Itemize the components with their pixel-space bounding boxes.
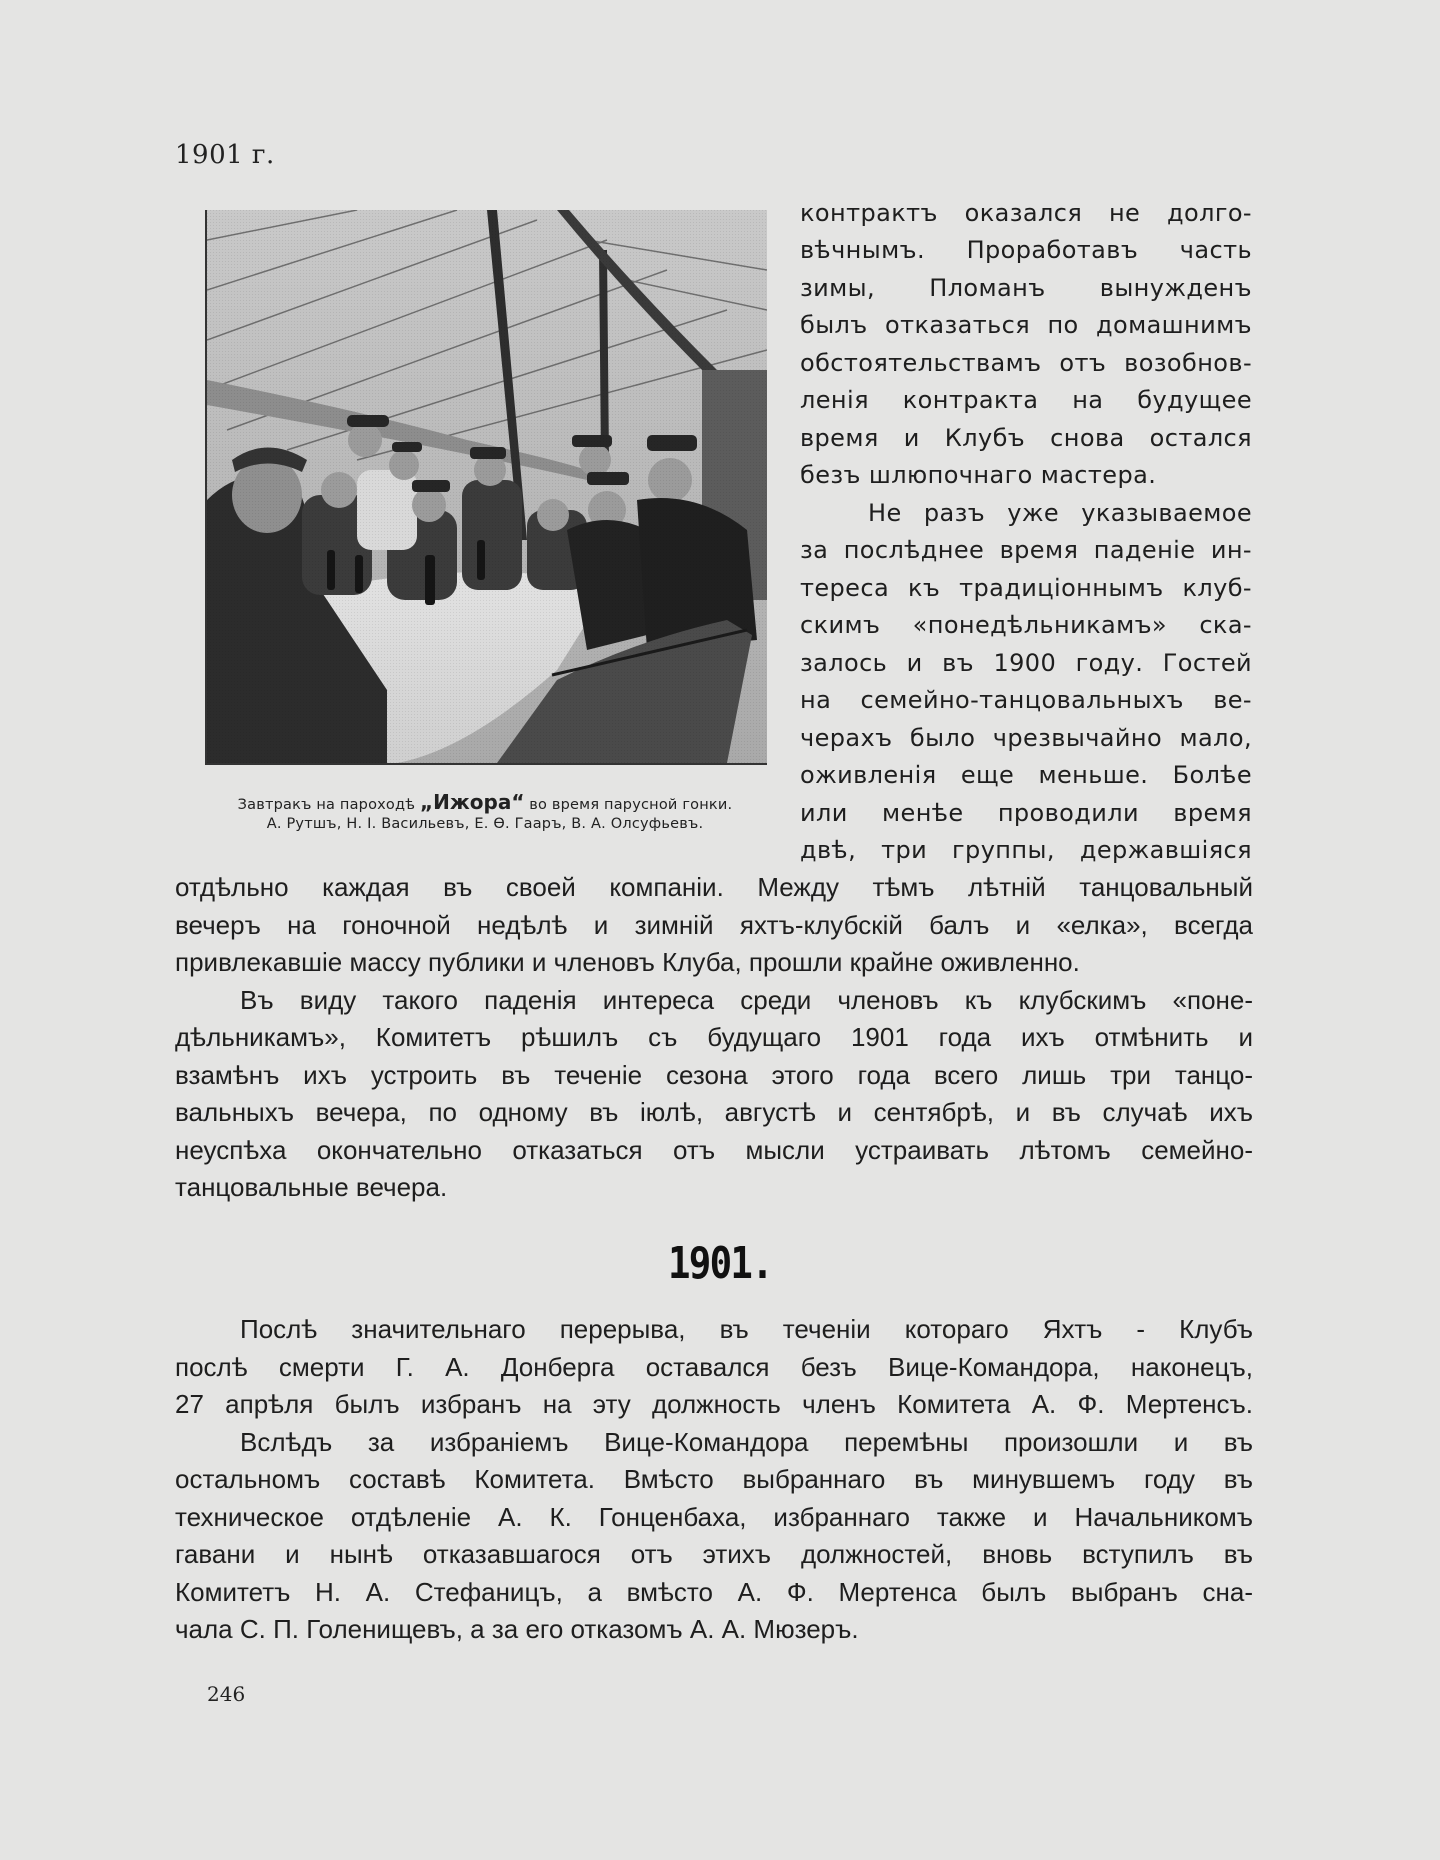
caption-text: Завтракъ на пароходѣ	[237, 797, 420, 813]
text-line: двѣ, три группы, державшіяся	[800, 836, 1252, 864]
text-line: безъ шлюпочнаго мастера.	[800, 461, 1157, 489]
page-number: 246	[207, 1682, 246, 1706]
text-line: послѣ смерти Г. А. Донберга оставался безъ Вице-Командора, наконецъ,	[175, 1352, 1253, 1382]
text-line: остальномъ составѣ Комитета. Вмѣсто выбраннаго въ минувшемъ году въ	[175, 1464, 1253, 1494]
text-line: на семейно-танцовальныхъ ве-	[800, 686, 1252, 714]
running-head: 1901 г.	[175, 140, 275, 170]
text-line: дѣльникамъ», Комитетъ рѣшилъ съ будущаго 1901 года ихъ отмѣнить и	[175, 1022, 1253, 1052]
text-line: Не разъ уже указываемое	[868, 499, 1252, 527]
photo-image	[207, 210, 767, 763]
text-line: неуспѣха окончательно отказаться отъ мысли устраивать лѣтомъ семейно-	[175, 1135, 1253, 1165]
text-line: былъ отказаться по домашнимъ	[800, 311, 1252, 339]
text-line: залось и въ 1900 году. Гостей	[800, 649, 1252, 677]
caption-ship-name: „Ижора“	[419, 790, 525, 814]
text-line: вечеръ на гоночной недѣлѣ и зимній яхтъ-клубскій балъ и «елка», всегда	[175, 910, 1253, 940]
text-line: или менѣе проводили время	[800, 799, 1252, 827]
text-line: вѣчнымъ. Проработавъ часть	[800, 236, 1252, 264]
text-line: обстоятельствамъ отъ возобнов-	[800, 349, 1252, 377]
text-line: вальныхъ вечера, по одному въ іюлѣ, августѣ и сентябрѣ, и въ случаѣ ихъ	[175, 1097, 1253, 1127]
text-line: гавани и нынѣ отказавшагося отъ этихъ должностей, вновь вступилъ въ	[175, 1539, 1253, 1569]
figure-caption-line-1	[180, 790, 790, 814]
text-line: оживленія еще меньше. Болѣе	[800, 761, 1252, 789]
paragraph-first-line: Вслѣдъ за избраніемъ Вице-Командора перемѣны произошли и въ	[240, 1427, 1253, 1457]
text-line: тереса къ традиціоннымъ клуб-	[800, 574, 1252, 602]
caption-text: во время парусной гонки.	[524, 797, 733, 813]
text-line: ленія контракта на будущее	[800, 386, 1252, 414]
text-line: техническое отдѣленіе А. К. Гонценбаха, избраннаго также и Начальникомъ	[175, 1502, 1253, 1532]
section-heading-year: 1901.	[667, 1238, 773, 1289]
text-line: черахъ было чрезвычайно мало,	[800, 724, 1252, 752]
paragraph-first-line: Въ виду такого паденія интереса среди членовъ къ клубскимъ «поне-	[240, 985, 1253, 1015]
text-line: зимы, Пломанъ вынужденъ	[800, 274, 1252, 302]
text-line: Комитетъ Н. А. Стефаницъ, а вмѣсто А. Ф. Мертенса былъ выбранъ сна-	[175, 1577, 1253, 1607]
text-line: время и Клубъ снова остался	[800, 424, 1252, 452]
paragraph-first-line: Послѣ значительнаго перерыва, въ теченіи котораго Яхтъ - Клубъ	[240, 1314, 1253, 1344]
text-line: за послѣднее время паденіе ин-	[800, 536, 1252, 564]
text-line: отдѣльно каждая въ своей компаніи. Между тѣмъ лѣтній танцовальный	[175, 872, 1253, 902]
text-line: контрактъ оказался не долго-	[800, 199, 1252, 227]
figure-caption-line-2: А. Рутшъ, Н. І. Васильевъ, Е. Ѳ. Гааръ, В. А. Олсуфьевъ.	[266, 816, 704, 832]
text-line: чала С. П. Голенищевъ, а за его отказомъ А. А. Мюзеръ.	[175, 1614, 859, 1644]
text-line: танцовальные вечера.	[175, 1172, 448, 1202]
text-line: 27 апрѣля былъ избранъ на эту должность членъ Комитета А. Ф. Мертенсъ.	[175, 1389, 1253, 1419]
text-line: скимъ «понедѣльникамъ» ска-	[800, 611, 1252, 639]
text-line: привлекавшіе массу публики и членовъ Клуба, прошли крайне оживленно.	[175, 947, 1080, 977]
photograph	[205, 210, 767, 765]
text-line: взамѣнъ ихъ устроить въ теченіе сезона этого года всего лишь три танцо-	[175, 1060, 1253, 1090]
